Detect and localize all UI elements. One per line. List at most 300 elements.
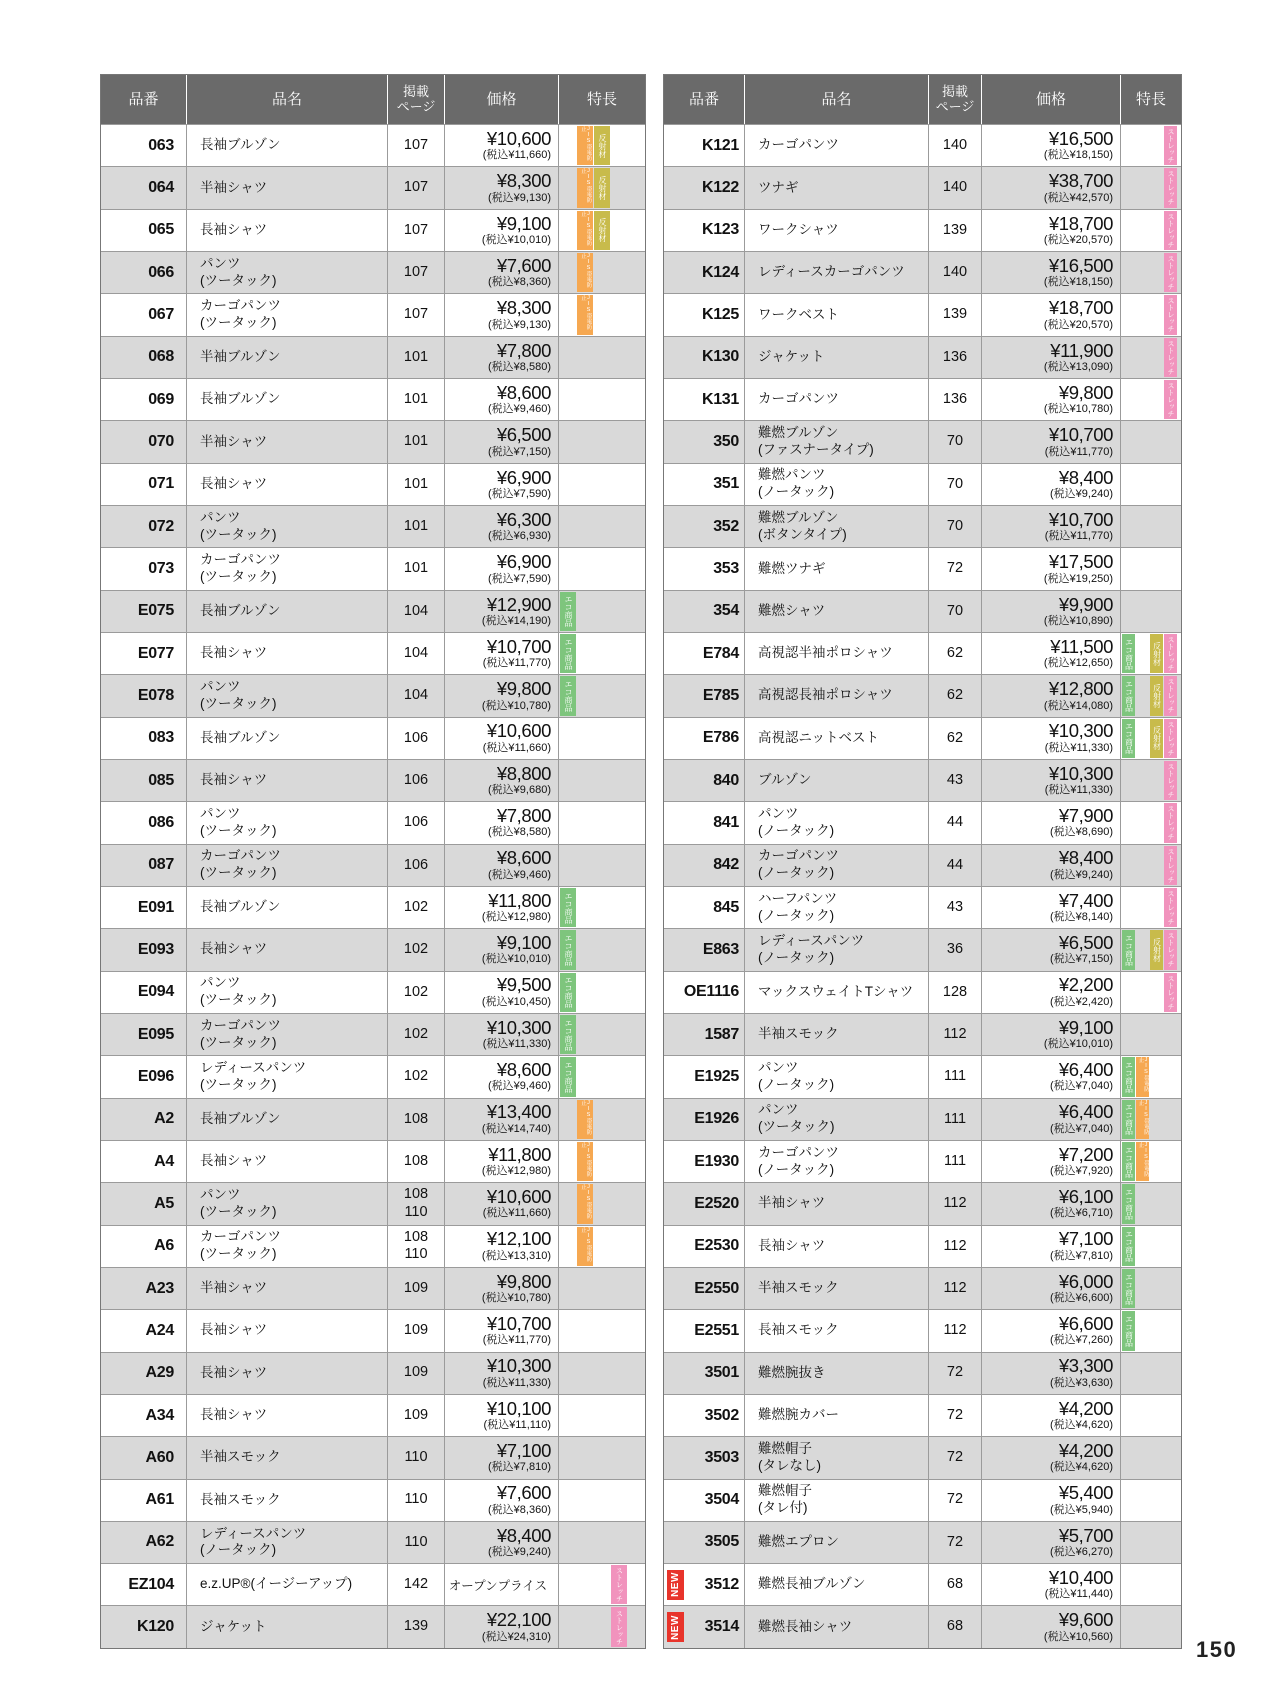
empty-tag-slot: [1136, 168, 1149, 207]
empty-tag-slot: [560, 168, 576, 207]
product-code-cell: [101, 548, 187, 589]
product-name-line: e.z.UP®(イージーアップ): [200, 1576, 353, 1592]
page-ref: 107: [403, 263, 429, 280]
product-name-line: パンツ: [758, 1060, 799, 1075]
feature-cell: [559, 802, 645, 843]
price-cell: [982, 1437, 1121, 1478]
empty-tag-slot: [560, 380, 576, 419]
empty-tag-slot: [611, 1227, 627, 1266]
empty-tag-slot: [1150, 1100, 1163, 1139]
price-tax: (税込¥9,460): [488, 868, 551, 881]
empty-tag-slot: [1122, 888, 1135, 927]
product-name-line: 難燃シャツ: [758, 602, 826, 618]
product-name-cell: [745, 1056, 929, 1097]
page-ref: 44: [946, 814, 964, 831]
product-name-cell: [187, 1268, 388, 1309]
price-main: ¥10,600: [486, 127, 551, 149]
table-row: [101, 420, 645, 462]
page-ref: 128: [942, 983, 968, 1000]
tag-label: エコ商品: [1124, 933, 1134, 966]
stretch-tag: [1164, 380, 1177, 419]
empty-tag-slot: [1136, 1354, 1149, 1393]
product-name-line: (ノータック): [758, 1161, 835, 1177]
feature-cell: [1121, 548, 1181, 589]
empty-tag-slot: [611, 803, 627, 842]
product-code-cell: [664, 210, 745, 251]
page-ref: 106: [403, 814, 429, 831]
price-main: ¥18,700: [1048, 297, 1113, 319]
tag-label: ストレッチ: [1167, 212, 1174, 248]
price-cell: [982, 1141, 1121, 1182]
price-tax: (税込¥9,130): [488, 191, 551, 204]
price-tax: (税込¥10,780): [1043, 403, 1113, 416]
empty-tag-slot: [1150, 1311, 1163, 1350]
new-badge: [667, 1570, 684, 1600]
product-name-cell: [187, 294, 388, 335]
product-name-cell: [187, 760, 388, 801]
empty-tag-slot: [594, 761, 610, 800]
reflective-tag: [594, 211, 610, 250]
product-code-cell: [664, 633, 745, 674]
price-main: ¥18,700: [1048, 212, 1113, 234]
table-row: [101, 1563, 645, 1605]
price-main: ¥10,300: [486, 1355, 551, 1377]
empty-tag-slot: [1136, 211, 1149, 250]
product-code: E1930: [694, 1152, 739, 1170]
empty-tag-slot: [611, 1354, 627, 1393]
empty-tag-slot: [1164, 465, 1177, 504]
price-cell: [982, 1606, 1121, 1647]
tag-label: エコ商品: [564, 1060, 573, 1093]
feature-cell: [1121, 506, 1181, 547]
product-name-line: 高視認半袖ポロシャツ: [758, 645, 893, 661]
eco-tag: [560, 973, 576, 1012]
page-ref-cell: [929, 294, 982, 335]
table-row: [664, 590, 1181, 632]
page-ref-cell: [388, 421, 445, 462]
page-ref: 62: [946, 644, 964, 661]
product-code: K120: [136, 1618, 174, 1636]
product-code: 845: [713, 898, 739, 916]
product-name-cell: [745, 1183, 929, 1224]
product-code-cell: [101, 760, 187, 801]
page-ref: 106: [403, 856, 429, 873]
empty-tag-slot: [1164, 1396, 1177, 1435]
tag-label: エコ商品: [1124, 1060, 1134, 1093]
empty-tag-slot: [611, 338, 627, 377]
product-name-cell: [187, 1099, 388, 1140]
feature-cell: [1121, 210, 1181, 251]
empty-tag-slot: [594, 1523, 610, 1562]
page-ref-cell: [388, 1564, 445, 1605]
product-code-cell: [101, 421, 187, 462]
product-code-cell: [664, 1395, 745, 1436]
feature-cell: [1121, 718, 1181, 759]
product-name-cell: [187, 1606, 388, 1647]
empty-tag-slot: [560, 846, 576, 885]
empty-tag-slot: [1136, 761, 1149, 800]
product-code-cell: [101, 718, 187, 759]
price-cell: [982, 1099, 1121, 1140]
price-tax: (税込¥11,330): [1044, 741, 1113, 754]
page-ref: 101: [403, 517, 429, 534]
eco-tag: [560, 1057, 576, 1096]
page-ref: 109: [403, 1406, 429, 1423]
product-code: 840: [713, 771, 739, 789]
product-code: 3505: [704, 1533, 739, 1551]
empty-tag-slot: [560, 1311, 576, 1350]
feature-cell: [1121, 1268, 1181, 1309]
product-name-cell: [187, 167, 388, 208]
product-code: 068: [148, 348, 174, 366]
product-code: E1925: [694, 1067, 739, 1085]
empty-tag-slot: [1164, 1481, 1177, 1520]
empty-tag-slot: [577, 930, 593, 969]
price-cell: [982, 1310, 1121, 1351]
empty-tag-slot: [577, 507, 593, 546]
empty-tag-slot: [1164, 549, 1177, 588]
empty-tag-slot: [560, 211, 576, 250]
empty-tag-slot: [611, 1438, 627, 1477]
page-ref-cell: [388, 1183, 445, 1224]
column-header-price: 価格: [982, 75, 1121, 124]
empty-tag-slot: [1122, 761, 1135, 800]
empty-tag-slot: [594, 422, 610, 461]
product-code: 3504: [704, 1491, 739, 1509]
product-name-line: マックスウェイトTシャツ: [758, 983, 914, 999]
price-cell: [982, 760, 1121, 801]
page-ref: 101: [403, 560, 429, 577]
product-name-line: (ノータック): [758, 907, 835, 923]
product-name-line: パンツ: [200, 806, 241, 822]
product-name-line: 難燃ツナギ: [758, 560, 826, 576]
product-name-cell: [745, 1564, 929, 1605]
product-name-cell: [745, 591, 929, 632]
product-code: A24: [145, 1321, 174, 1339]
product-code-cell: [101, 252, 187, 293]
price-main: ¥10,600: [486, 1186, 551, 1208]
tag-label: エコ商品: [564, 933, 573, 966]
product-code: A34: [145, 1406, 174, 1424]
product-name-line: パンツ: [200, 255, 241, 271]
price-main: ¥8,600: [496, 1059, 551, 1081]
antistatic-tag: [577, 295, 593, 334]
empty-tag-slot: [1122, 592, 1135, 631]
empty-tag-slot: [560, 295, 576, 334]
product-code-cell: [101, 1310, 187, 1351]
open-price-label: オープンプライス: [448, 1578, 548, 1593]
price-cell: [445, 464, 559, 505]
feature-cell: [559, 210, 645, 251]
product-code: 350: [713, 432, 739, 450]
price-cell: [445, 591, 559, 632]
page-ref-cell: [388, 718, 445, 759]
price-cell: [445, 421, 559, 462]
feature-cell: [559, 1310, 645, 1351]
product-name-cell: [187, 1141, 388, 1182]
feature-cell: [1121, 337, 1181, 378]
empty-tag-slot: [1150, 761, 1163, 800]
table-row: [101, 547, 645, 589]
feature-cell: [1121, 675, 1181, 716]
product-code: E094: [137, 983, 174, 1001]
page-ref-cell: [388, 675, 445, 716]
page-ref-cell: [929, 718, 982, 759]
tag-label: JIS帯電防止: [580, 1184, 592, 1219]
price-main: ¥10,700: [1048, 508, 1113, 530]
empty-tag-slot: [577, 465, 593, 504]
empty-tag-slot: [1122, 803, 1135, 842]
empty-tag-slot: [1150, 1269, 1163, 1308]
table-row: [101, 209, 645, 251]
table-row: [101, 1352, 645, 1394]
price-cell: [445, 1183, 559, 1224]
product-name-line: 半袖ブルゾン: [200, 348, 281, 364]
feature-cell: [1121, 1183, 1181, 1224]
product-code: E2530: [694, 1237, 739, 1255]
antistatic-tag: [1136, 1100, 1149, 1139]
price-cell: [982, 802, 1121, 843]
product-name-cell: [187, 633, 388, 674]
price-tax: (税込¥11,770): [1044, 445, 1113, 458]
stretch-tag: [1164, 168, 1177, 207]
page-ref-cell: [929, 1437, 982, 1478]
empty-tag-slot: [594, 846, 610, 885]
price-main: ¥6,600: [1058, 1313, 1113, 1335]
empty-tag-slot: [1136, 973, 1149, 1012]
empty-tag-slot: [611, 465, 627, 504]
price-main: ¥4,200: [1058, 1397, 1113, 1419]
price-tax: (税込¥24,310): [481, 1630, 551, 1643]
empty-tag-slot: [1150, 973, 1163, 1012]
feature-cell: [559, 1226, 645, 1267]
empty-tag-slot: [560, 253, 576, 292]
stretch-tag: [1164, 888, 1177, 927]
tag-label: ストレッチ: [1167, 890, 1174, 926]
product-code-cell: [101, 1437, 187, 1478]
price-main: ¥10,700: [486, 635, 551, 657]
product-name-cell: [745, 1437, 929, 1478]
price-main: ¥9,100: [1058, 1016, 1113, 1038]
product-name-line: (ツータック): [758, 1119, 835, 1135]
page-ref-cell: [929, 506, 982, 547]
empty-tag-slot: [1136, 549, 1149, 588]
price-main: ¥10,300: [1048, 720, 1113, 742]
price-main: ¥9,800: [496, 1270, 551, 1292]
feature-cell: [559, 379, 645, 420]
empty-tag-slot: [1150, 1142, 1163, 1181]
empty-tag-slot: [1164, 1269, 1177, 1308]
product-name-cell: [187, 1056, 388, 1097]
price-tax: (税込¥11,770): [1044, 530, 1113, 543]
reflective-tag: [594, 126, 610, 165]
product-name-line: カーゴパンツ: [200, 1017, 281, 1033]
product-name-cell: [187, 125, 388, 166]
page-ref: 104: [403, 687, 429, 704]
table-row: [664, 1605, 1181, 1647]
empty-tag-slot: [611, 549, 627, 588]
empty-tag-slot: [1136, 1565, 1149, 1604]
empty-tag-slot: [1164, 507, 1177, 546]
table-row: [664, 971, 1181, 1013]
feature-cell: [1121, 1014, 1181, 1055]
product-name-cell: [745, 252, 929, 293]
product-name-cell: [187, 675, 388, 716]
empty-tag-slot: [1136, 380, 1149, 419]
empty-tag-slot: [1122, 1523, 1135, 1562]
page-ref: 43: [946, 898, 964, 915]
price-cell: [445, 1353, 559, 1394]
page-ref: 68: [946, 1576, 964, 1593]
price-cell: [445, 718, 559, 759]
empty-tag-slot: [577, 338, 593, 377]
product-name-cell: [187, 379, 388, 420]
product-code: 352: [713, 517, 739, 535]
page-ref: 110: [404, 1533, 428, 1550]
feature-cell: [559, 1099, 645, 1140]
page-ref-cell: [929, 210, 982, 251]
product-code-cell: [664, 1268, 745, 1309]
page-ref: 62: [946, 687, 964, 704]
product-name-line: 長袖スモック: [758, 1322, 839, 1338]
tag-label: JIS帯電防止: [580, 295, 592, 330]
price-tax: (税込¥12,980): [481, 1165, 551, 1178]
price-tax: (税込¥19,250): [1043, 572, 1113, 585]
product-name-cell: [187, 972, 388, 1013]
product-code: 064: [148, 178, 174, 196]
tag-label: ストレッチ: [1167, 297, 1174, 333]
empty-tag-slot: [594, 1015, 610, 1054]
page-ref-cell: [929, 633, 982, 674]
feature-cell: [559, 1183, 645, 1224]
price-cell: [445, 1522, 559, 1563]
eco-tag: [1122, 1311, 1135, 1350]
tag-label: エコ商品: [1124, 1230, 1134, 1263]
price-tax: (税込¥11,660): [482, 741, 551, 754]
tag-label: ストレッチ: [1167, 255, 1174, 291]
product-code: E1926: [694, 1110, 739, 1128]
table-row: [664, 717, 1181, 759]
empty-tag-slot: [1136, 930, 1149, 969]
table-row: [664, 801, 1181, 843]
product-name-cell: [745, 421, 929, 462]
empty-tag-slot: [560, 422, 576, 461]
empty-tag-slot: [1122, 1438, 1135, 1477]
empty-tag-slot: [577, 1565, 593, 1604]
empty-tag-slot: [577, 888, 593, 927]
empty-tag-slot: [1150, 422, 1163, 461]
catalog-table-left: [100, 74, 646, 1649]
product-name-line: 半袖シャツ: [758, 1195, 826, 1211]
product-name-line: (ノータック): [758, 865, 835, 881]
price-main: ¥10,400: [1048, 1567, 1113, 1589]
price-tax: (税込¥11,330): [482, 1038, 551, 1051]
product-name-cell: [745, 167, 929, 208]
table-row: [101, 759, 645, 801]
product-code-cell: [664, 167, 745, 208]
product-code-cell: [664, 506, 745, 547]
product-name-line: (ファスナータイプ): [758, 441, 874, 457]
page-ref: 111: [943, 1152, 967, 1169]
price-tax: (税込¥8,580): [488, 360, 551, 373]
price-main: ¥11,800: [488, 1143, 551, 1165]
product-name-cell: [187, 506, 388, 547]
product-name-line: ハーフパンツ: [758, 890, 838, 906]
table-row: [664, 1436, 1181, 1478]
empty-tag-slot: [611, 634, 627, 673]
feature-cell: [559, 633, 645, 674]
empty-tag-slot: [594, 973, 610, 1012]
page-ref-cell: [929, 1606, 982, 1647]
empty-tag-slot: [1136, 1269, 1149, 1308]
empty-tag-slot: [560, 549, 576, 588]
price-main: ¥10,300: [486, 1016, 551, 1038]
price-tax: (税込¥6,930): [488, 530, 551, 543]
table-row: [101, 1267, 645, 1309]
product-name-cell: [745, 718, 929, 759]
page-ref: 102: [403, 1068, 429, 1085]
product-code: OE1116: [683, 983, 739, 1001]
product-name-line: 難燃ブルゾン: [758, 509, 839, 525]
page-ref: 72: [946, 1364, 964, 1381]
product-name-line: 長袖シャツ: [200, 221, 268, 237]
page-ref-cell: [929, 1522, 982, 1563]
tag-label: 反射材: [1152, 683, 1162, 708]
table-row: [664, 1563, 1181, 1605]
page-ref-cell: [388, 929, 445, 970]
product-name-line: 難燃腕カバー: [758, 1407, 839, 1423]
price-main: ¥11,900: [1050, 339, 1113, 361]
tag-label: 反射材: [1152, 937, 1162, 962]
price-cell: [982, 972, 1121, 1013]
price-tax: (税込¥7,260): [1050, 1334, 1113, 1347]
product-name-line: ブルゾン: [758, 772, 812, 788]
empty-tag-slot: [594, 1227, 610, 1266]
price-tax: (税込¥3,630): [1050, 1376, 1113, 1389]
price-main: ¥6,000: [1058, 1270, 1113, 1292]
price-tax: (税込¥10,560): [1043, 1630, 1113, 1643]
product-code-cell: [664, 887, 745, 928]
product-code-cell: [664, 1183, 745, 1224]
feature-cell: [1121, 1564, 1181, 1605]
tag-label: ストレッチ: [1167, 128, 1174, 164]
page-ref-cell: [929, 1268, 982, 1309]
page-ref-cell: [388, 1395, 445, 1436]
table-row: [101, 1394, 645, 1436]
empty-tag-slot: [1150, 549, 1163, 588]
price-cell: [445, 125, 559, 166]
tag-label: JIS帯電防止: [580, 1099, 592, 1135]
page-ref: 72: [946, 1533, 964, 1550]
empty-tag-slot: [560, 719, 576, 758]
price-tax: (税込¥12,650): [1043, 657, 1113, 670]
empty-tag-slot: [560, 1269, 576, 1308]
product-code-cell: [664, 1522, 745, 1563]
empty-tag-slot: [1122, 253, 1135, 292]
empty-tag-slot: [611, 846, 627, 885]
price-cell: [982, 1183, 1121, 1224]
page-ref-cell: [929, 802, 982, 843]
table-row: [101, 1605, 645, 1647]
page-ref: 108: [403, 1186, 429, 1203]
product-code-cell: [664, 252, 745, 293]
empty-tag-slot: [594, 507, 610, 546]
empty-tag-slot: [577, 846, 593, 885]
empty-tag-slot: [1150, 465, 1163, 504]
price-main: ¥9,600: [1058, 1609, 1113, 1631]
product-code: 842: [713, 856, 739, 874]
price-main: ¥6,500: [496, 424, 551, 446]
